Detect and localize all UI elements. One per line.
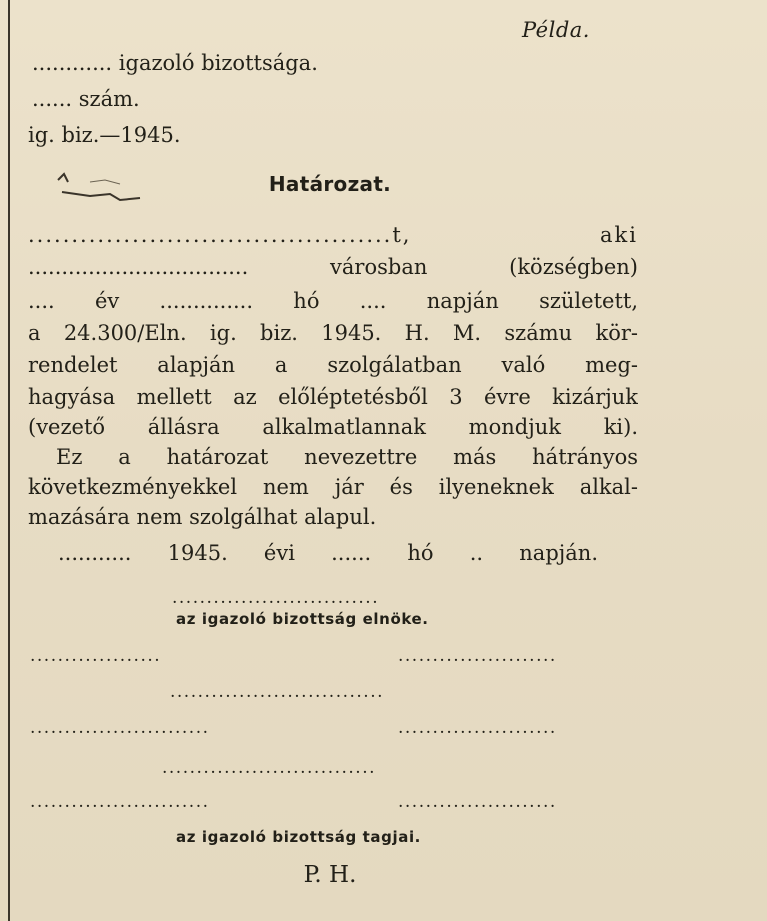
chairman-signature-dots: .............................. bbox=[172, 588, 380, 608]
member-row-3-right: ....................... bbox=[398, 718, 557, 738]
stamp-place-mark: P. H. bbox=[303, 862, 357, 888]
members-caption: az igazoló bizottság tagjai. bbox=[176, 828, 421, 846]
document-title: Határozat. bbox=[268, 172, 392, 196]
committee-line: ............ igazoló bizottsága. bbox=[32, 51, 318, 75]
body-line-6: hagyása mellett az előléptetésből 3 évre kizárjuk bbox=[28, 385, 638, 409]
example-label: Példa. bbox=[522, 18, 590, 42]
body-line-10: mazására nem szolgálhat alapul. bbox=[28, 505, 377, 529]
page-edge-rule bbox=[8, 0, 10, 921]
member-row-2-center: ............................... bbox=[170, 682, 385, 702]
body-line-4: a 24.300/Eln. ig. biz. 1945. H. M. számu kör- bbox=[28, 321, 638, 345]
member-row-3-left: .......................... bbox=[30, 718, 210, 738]
body-line-7: (vezető állásra alkalmatlannak mondjuk ki). bbox=[28, 415, 638, 439]
member-row-5-right: ....................... bbox=[398, 792, 557, 812]
body-line-3: .... év .............. hó .... napján született, bbox=[28, 289, 638, 313]
chairman-caption: az igazoló bizottság elnöke. bbox=[176, 610, 429, 628]
number-line: ...... szám. bbox=[32, 87, 140, 111]
body-line-1: ..........................................t, aki bbox=[28, 223, 638, 247]
reference-line: ig. biz.—1945. bbox=[28, 123, 181, 147]
member-row-4-center: ............................... bbox=[162, 758, 377, 778]
date-line: ........... 1945. évi ...... hó .. napján. bbox=[58, 541, 598, 565]
body-line-2: ................................. városban (községben) bbox=[28, 255, 638, 279]
member-row-5-left: .......................... bbox=[30, 792, 210, 812]
member-row-1-left: ................... bbox=[30, 646, 162, 666]
body-line-5: rendelet alapján a szolgálatban való meg- bbox=[28, 353, 638, 377]
body-line-8: Ez a határozat nevezettre más hátrányos bbox=[56, 445, 638, 469]
member-row-1-right: ....................... bbox=[398, 646, 557, 666]
body-line-9: következményekkel nem jár és ilyeneknek alkal- bbox=[28, 475, 638, 499]
